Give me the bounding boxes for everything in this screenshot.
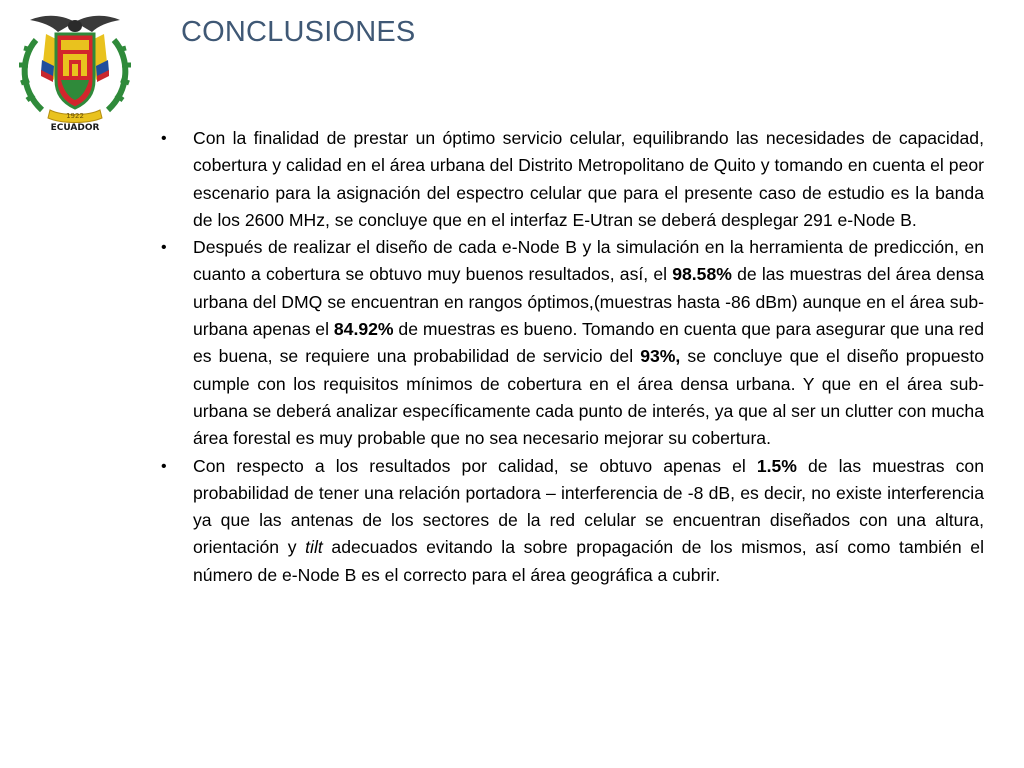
bullet-item xyxy=(161,234,984,452)
bullet-marker: • xyxy=(161,239,167,257)
bullet-text-segment: se concluye que el diseño propuesto cumple con los requisitos mínimos de cobertura en el área densa urbana. Y que en el área sub-urbana se deberá analizar específicamente cada punto de interés, ya que al ser un clutter con mucha área forestal es muy probable que no sea necesario mejorar su cobertura. xyxy=(193,346,984,449)
logo-year: 1922 xyxy=(66,112,84,120)
bullet-text-segment: Después de realizar el diseño de cada e-Node B y la simulación en la herramienta de predicción, en cuanto a cobertura se obtuvo muy buenos resultados, así, el xyxy=(193,237,984,285)
ecuador-coat-of-arms-icon xyxy=(6,10,144,134)
bullet-text-segment: de las muestras del área densa urbana del DMQ se encuentran en rangos óptimos,(muestras hasta -86 dBm) aunque en el área sub-urbana apenas el xyxy=(193,264,985,340)
bullet-text-segment: Con respecto a los resultados por calidad, se obtuvo apenas el xyxy=(193,455,757,476)
bullet-item xyxy=(161,453,984,589)
bullet-text-segment: 1.5% xyxy=(756,455,797,476)
bullet-text-segment: de muestras es bueno. Tomando en cuenta que para asegurar que una red es buena, se requiere una probabilidad de servicio del xyxy=(193,319,985,367)
slide-title: CONCLUSIONES xyxy=(181,16,416,48)
bullet-list xyxy=(161,125,984,589)
bullet-text-segment: Con la finalidad de prestar un óptimo servicio celular, equilibrando las necesidades de capacidad, cobertura y calidad en el área urbana del Distrito Metropolitano de Quito y tomando en cuenta el peor escenario para la asignación del espectro celular que para el presente caso de estudio es la banda de los 2600 MHz, se concluye que en el interfaz E-Utran se deberá desplegar 291 e-Node B. xyxy=(193,128,984,230)
logo-caption: ECUADOR xyxy=(50,123,100,133)
bullet-marker: • xyxy=(161,130,167,147)
bullet-text-segment: 98.58% xyxy=(672,264,732,285)
bullet-text-segment: 93%, xyxy=(640,346,681,367)
bullet-text-segment: 84.92% xyxy=(333,319,394,340)
bullet-marker: • xyxy=(161,457,167,475)
bullet-text-segment: adecuados evitando la sobre propagación de los mismos, así como también el número de e-Node B es el correcto para el área geográfica a cubrir. xyxy=(193,537,984,585)
bullet-item xyxy=(161,125,984,234)
bullet-text-segment: tilt xyxy=(305,537,323,558)
bullet-text-segment: de las muestras con probabilidad de tener una relación portadora – interferencia de -8 dB, es decir, no existe interferencia ya que las antenas de los sectores de la red celular se encuentran diseñados con una altura, orientación y xyxy=(193,455,984,558)
